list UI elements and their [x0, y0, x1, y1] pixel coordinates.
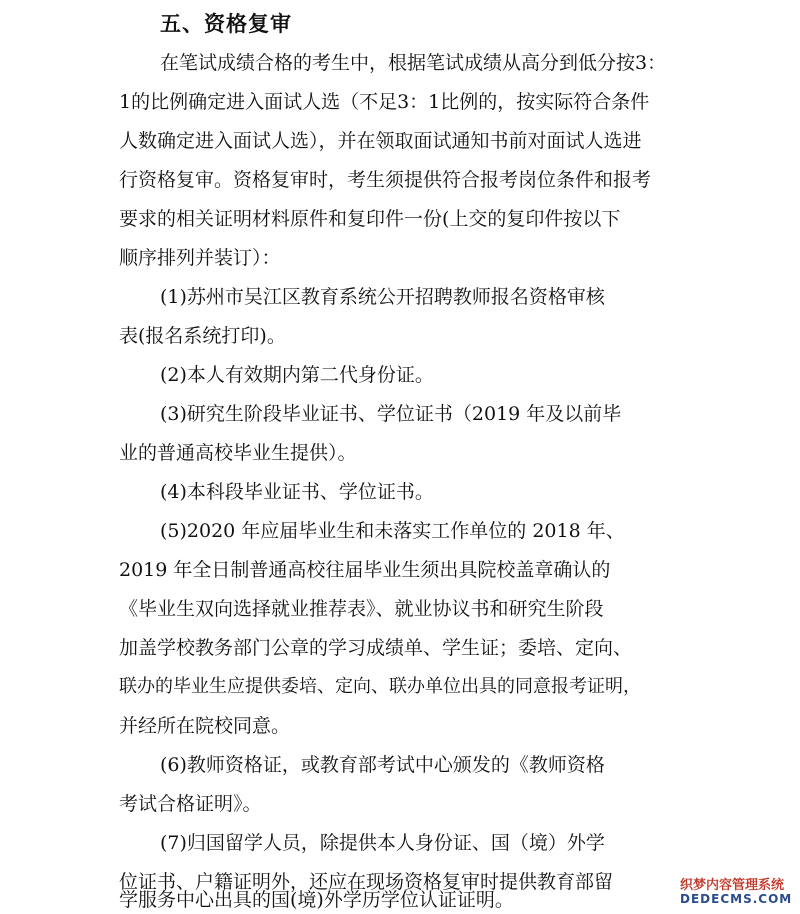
paragraph-line: 在笔试成绩合格的考生中，根据笔试成绩从高分到低分按3： — [160, 52, 667, 74]
paragraph-line: 人数确定进入面试人选），并在领取面试通知书前对面试人选进 — [119, 130, 642, 152]
list-item-line: 考试合格证明》。 — [119, 793, 262, 815]
paragraph-line: 顺序排列并装订）： — [119, 247, 281, 269]
watermark-title: 织梦内容管理系统 — [680, 878, 785, 893]
list-item-line: 学服务中心出具的国(境)外学历学位认证证明。 — [119, 889, 514, 911]
section-heading: 五、资格复审 — [160, 12, 292, 36]
list-item-line: 联办的毕业生应提供委培、定向、联办单位出具的同意报考证明， — [119, 676, 641, 697]
paragraph-line: 要求的相关证明材料原件和复印件一份(上交的复印件按以下 — [119, 208, 621, 230]
list-item-line: (1)苏州市吴江区教育系统公开招聘教师报名资格审核 — [160, 286, 605, 308]
watermark-url: DEDECMS.COM — [680, 892, 793, 906]
list-item-line: 《毕业生双向选择就业推荐表》、就业协议书和研究生阶段 — [119, 598, 604, 620]
list-item-line: 并经所在院校同意。 — [119, 715, 291, 737]
list-item-line: 2019 年全日制普通高校往届毕业生须出具院校盖章确认的 — [119, 559, 611, 581]
list-item-line: (7)归国留学人员，除提供本人身份证、国（境）外学 — [160, 832, 605, 854]
paragraph-line: 行资格复审。资格复审时，考生须提供符合报考岗位条件和报考 — [119, 169, 652, 191]
list-item-line: (3)研究生阶段毕业证书、学位证书（2019 年及以前毕 — [160, 403, 622, 425]
dedecms-watermark — [680, 872, 796, 910]
list-item-line: 业的普通高校毕业生提供）。 — [119, 442, 357, 464]
paragraph-line: 1的比例确定进入面试人选（不足3：1比例的，按实际符合条件 — [119, 91, 650, 113]
list-item-line: 位证书、户籍证明外，还应在现场资格复审时提供教育部留 — [119, 871, 614, 893]
list-item-line: (4)本科段毕业证书、学位证书。 — [160, 481, 434, 503]
list-item-line: (2)本人有效期内第二代身份证。 — [160, 364, 434, 386]
list-item-line: 表(报名系统打印)。 — [119, 325, 286, 347]
list-item-line: 加盖学校教务部门公章的学习成绩单、学生证；委培、定向、 — [119, 637, 633, 659]
list-item-line: (6)教师资格证，或教育部考试中心颁发的《教师资格 — [160, 754, 605, 776]
list-item-line: (5)2020 年应届毕业生和未落实工作单位的 2018 年、 — [160, 520, 625, 542]
